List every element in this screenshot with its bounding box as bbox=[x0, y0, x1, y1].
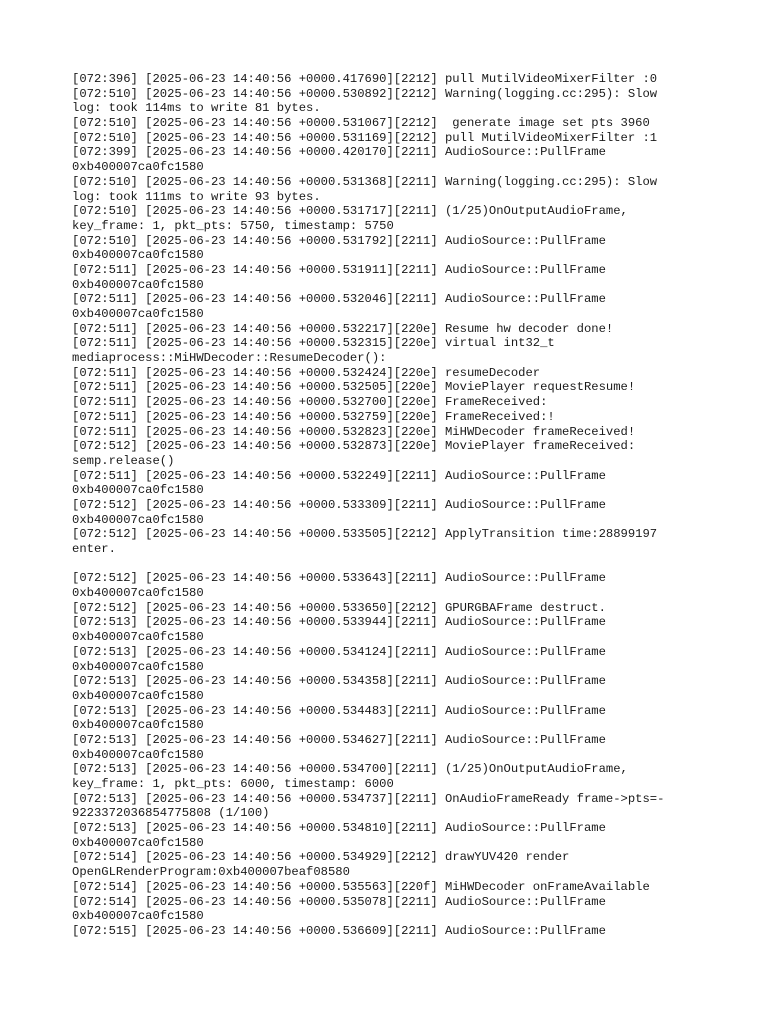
log-line: log: took 114ms to write 81 bytes. bbox=[72, 101, 321, 116]
log-line: [072:511] [2025-06-23 14:40:56 +0000.531911][2211] AudioSource::PullFrame bbox=[72, 262, 606, 277]
log-line: log: took 111ms to write 93 bytes. bbox=[72, 189, 321, 204]
log-line: [072:396] [2025-06-23 14:40:56 +0000.417690][2212] pull MutilVideoMixerFilter :0 bbox=[72, 72, 658, 86]
log-line: 0xb400007ca0fc1580 bbox=[72, 160, 204, 175]
log-line: [072:512] [2025-06-23 14:40:56 +0000.533505][2212] ApplyTransition time:28899197 bbox=[72, 527, 658, 542]
log-line: [072:514] [2025-06-23 14:40:56 +0000.534929][2212] drawYUV420 render bbox=[72, 850, 570, 865]
log-line: [072:514] [2025-06-23 14:40:56 +0000.535563][220f] MiHWDecoder onFrameAvailable bbox=[72, 879, 650, 894]
log-line: [072:515] [2025-06-23 14:40:56 +0000.536609][2211] AudioSource::PullFrame bbox=[72, 923, 606, 938]
log-line: [072:513] [2025-06-23 14:40:56 +0000.534700][2211] (1/25)OnOutputAudioFrame, bbox=[72, 762, 628, 777]
log-line: [072:511] [2025-06-23 14:40:56 +0000.532046][2211] AudioSource::PullFrame bbox=[72, 292, 606, 307]
log-line: [072:513] [2025-06-23 14:40:56 +0000.534810][2211] AudioSource::PullFrame bbox=[72, 821, 606, 836]
log-line: 0xb400007ca0fc1580 bbox=[72, 909, 204, 924]
log-line: [072:511] [2025-06-23 14:40:56 +0000.532823][220e] MiHWDecoder frameReceived! bbox=[72, 424, 636, 439]
log-line: 0xb400007ca0fc1580 bbox=[72, 688, 204, 703]
log-line: [072:513] [2025-06-23 14:40:56 +0000.534737][2211] OnAudioFrameReady frame->pts=- bbox=[72, 791, 665, 806]
log-line: 0xb400007ca0fc1580 bbox=[72, 277, 204, 292]
log-line: [072:511] [2025-06-23 14:40:56 +0000.532315][220e] virtual int32_t bbox=[72, 336, 555, 351]
log-line: 0xb400007ca0fc1580 bbox=[72, 512, 204, 527]
log-line: [072:514] [2025-06-23 14:40:56 +0000.535078][2211] AudioSource::PullFrame bbox=[72, 894, 606, 909]
log-line: 0xb400007ca0fc1580 bbox=[72, 718, 204, 733]
log-line: [072:510] [2025-06-23 14:40:56 +0000.531792][2211] AudioSource::PullFrame bbox=[72, 233, 606, 248]
log-line: [072:512] [2025-06-23 14:40:56 +0000.533643][2211] AudioSource::PullFrame bbox=[72, 571, 606, 586]
log-line bbox=[72, 557, 712, 572]
log-line: [072:510] [2025-06-23 14:40:56 +0000.531067][2212] generate image set pts 3960 bbox=[72, 116, 650, 131]
log-line: [072:513] [2025-06-23 14:40:56 +0000.534483][2211] AudioSource::PullFrame bbox=[72, 703, 606, 718]
log-line: [072:513] [2025-06-23 14:40:56 +0000.533944][2211] AudioSource::PullFrame bbox=[72, 615, 606, 630]
log-line: key_frame: 1, pkt_pts: 5750, timestamp: 5750 bbox=[72, 218, 394, 233]
log-line: 0xb400007ca0fc1580 bbox=[72, 483, 204, 498]
log-text-block bbox=[72, 72, 712, 939]
log-line: [072:513] [2025-06-23 14:40:56 +0000.534124][2211] AudioSource::PullFrame bbox=[72, 644, 606, 659]
log-line: [072:510] [2025-06-23 14:40:56 +0000.530892][2212] Warning(logging.cc:295): Slow bbox=[72, 86, 658, 101]
log-line: [072:511] [2025-06-23 14:40:56 +0000.532759][220e] FrameReceived:! bbox=[72, 409, 555, 424]
log-line: 0xb400007ca0fc1580 bbox=[72, 659, 204, 674]
log-line: [072:511] [2025-06-23 14:40:56 +0000.532249][2211] AudioSource::PullFrame bbox=[72, 468, 606, 483]
log-line: semp.release() bbox=[72, 453, 175, 468]
log-line: [072:399] [2025-06-23 14:40:56 +0000.420170][2211] AudioSource::PullFrame bbox=[72, 145, 606, 160]
log-line: [072:513] [2025-06-23 14:40:56 +0000.534627][2211] AudioSource::PullFrame bbox=[72, 732, 606, 747]
log-line: [072:512] [2025-06-23 14:40:56 +0000.533309][2211] AudioSource::PullFrame bbox=[72, 497, 606, 512]
log-line: [072:512] [2025-06-23 14:40:56 +0000.533650][2212] GPURGBAFrame destruct. bbox=[72, 600, 606, 615]
log-line: 0xb400007ca0fc1580 bbox=[72, 586, 204, 601]
log-line: 0xb400007ca0fc1580 bbox=[72, 630, 204, 645]
log-line: 9223372036854775808 (1/100) bbox=[72, 806, 270, 821]
log-line: [072:511] [2025-06-23 14:40:56 +0000.532217][220e] Resume hw decoder done! bbox=[72, 321, 614, 336]
log-line: [072:510] [2025-06-23 14:40:56 +0000.531169][2212] pull MutilVideoMixerFilter :1 bbox=[72, 130, 658, 145]
log-line: [072:510] [2025-06-23 14:40:56 +0000.531368][2211] Warning(logging.cc:295): Slow bbox=[72, 174, 658, 189]
log-line: OpenGLRenderProgram:0xb400007beaf08580 bbox=[72, 865, 350, 880]
log-line: 0xb400007ca0fc1580 bbox=[72, 248, 204, 263]
log-line: key_frame: 1, pkt_pts: 6000, timestamp: 6000 bbox=[72, 777, 394, 791]
log-line: [072:511] [2025-06-23 14:40:56 +0000.532700][220e] FrameReceived: bbox=[72, 395, 548, 410]
log-line: [072:510] [2025-06-23 14:40:56 +0000.531717][2211] (1/25)OnOutputAudioFrame, bbox=[72, 204, 628, 219]
log-line: [072:511] [2025-06-23 14:40:56 +0000.532424][220e] resumeDecoder bbox=[72, 365, 541, 380]
log-line: 0xb400007ca0fc1580 bbox=[72, 835, 204, 850]
log-line: [072:512] [2025-06-23 14:40:56 +0000.532873][220e] MoviePlayer frameReceived: bbox=[72, 439, 636, 454]
log-line: [072:511] [2025-06-23 14:40:56 +0000.532505][220e] MoviePlayer requestResume! bbox=[72, 380, 636, 395]
log-line: 0xb400007ca0fc1580 bbox=[72, 747, 204, 762]
log-line: 0xb400007ca0fc1580 bbox=[72, 307, 204, 321]
log-line: enter. bbox=[72, 542, 116, 556]
log-line: [072:513] [2025-06-23 14:40:56 +0000.534358][2211] AudioSource::PullFrame bbox=[72, 674, 606, 689]
log-line: mediaprocess::MiHWDecoder::ResumeDecoder(): bbox=[72, 351, 387, 366]
